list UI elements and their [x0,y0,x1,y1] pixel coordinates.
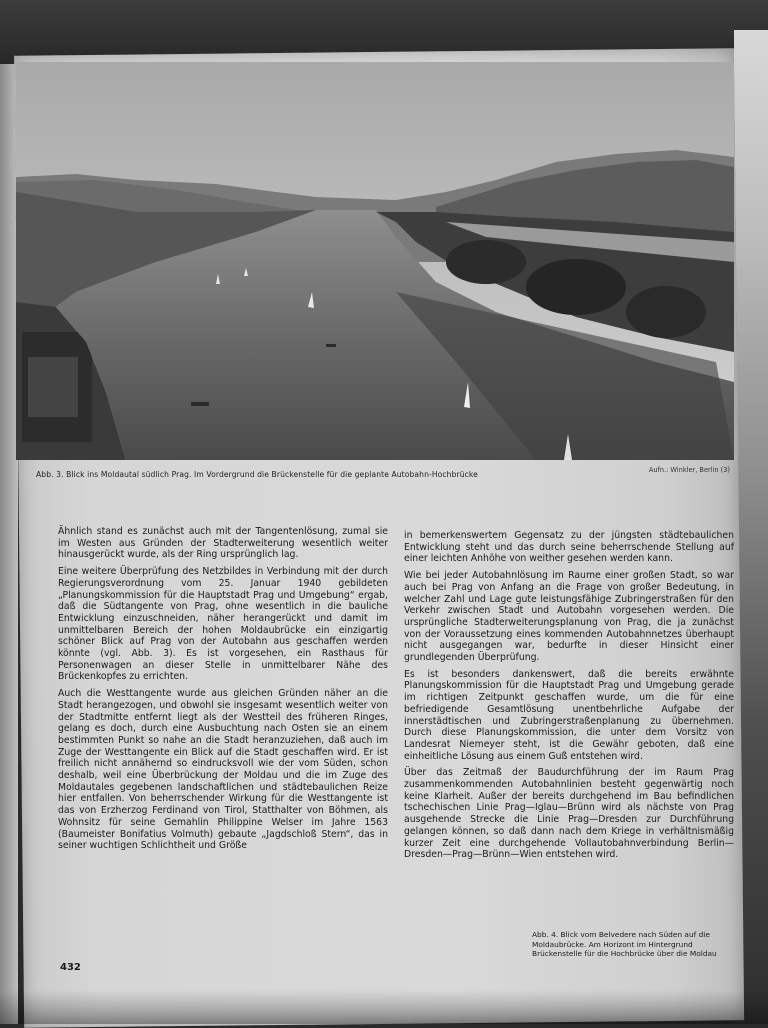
figure-3-caption: Abb. 3. Blick ins Moldautal südlich Prag. Im Vordergrund die Brückenstelle für die geplante Autobahn-Hochbrücke [36,470,478,479]
moldau-valley-photo [16,62,734,460]
figure-4-caption: Abb. 4. Blick vom Belvedere nach Süden auf die Moldaubrücke. Am Horizont im Hintergrund Brückenstelle für die Hochbrücke über die Moldau [532,930,717,958]
paragraph: Wie bei jeder Autobahnlösung im Raume einer großen Stadt, so war auch bei Prag von Anfang an die Frage von großer Bedeutung, in welcher Zahl und Lage gute leistungsfähige Zubringerstraßen für den Verkehr zwischen Stadt und Autobahn vorgesehen werden. Die ursprüngliche Stadterweiterungsplanung von Prag, die ja zunächst von der Voraussetzung eines kommenden Autobahnnetzes überhaupt nicht ausgegangen war, bedurfte in dieser Hinsicht einer grundlegenden Überprüfung. [404,570,734,664]
paragraph: Eine weitere Überprüfung des Netzbildes in Verbindung mit der durch Regierungsverordnung vom 25. Januar 1940 gebildeten „Planungskommission für die Hauptstadt Prag und Umgebung“ ergab, daß die Südtangente von Prag, ohne wesentlich in die bauliche Entwicklung einzuschneiden, näher herangerückt und damit im unmittelbaren Bereich der hohen Moldaubrücke ein einzigartig schöner Blick auf Prag von der Autobahn aus geschaffen werden könnte (vgl. Abb. 3). Es ist vorgesehen, ein Rasthaus für Personenwagen an dieser Stelle in unmittelbarer Nähe des Brückenkopfes zu errichten. [58,566,388,683]
paragraph: Es ist besonders dankenswert, daß die bereits erwähnte Planungskommission für die Hauptstadt Prag und Umgebung gerade im richtigen Zeitpunkt geschaffen wurde, um die für eine befriedigende Gesamtlösung unentbehrliche Aufgabe der innerstädtischen und Zubringerstraßenplanung zu übernehmen. Durch diese Planungskommission, die unter dem Vorsitz von Landesrat Niemeyer steht, ist die Gewähr geboten, daß eine einheitliche Lösung aus einem Guß entstehen wird. [404,668,734,762]
photo-credit: Aufn.: Winkler, Berlin (3) [648,466,730,474]
paragraph: Ähnlich stand es zunächst auch mit der Tangentenlösung, zumal sie im Westen aus Gründen der Stadterweiterung wesentlich weiter hinausgerückt wurde, als der Ring ursprünglich lag. [58,526,388,561]
page-number: 432 [60,962,81,973]
river-landscape-image [16,62,734,460]
paragraph: in bemerkenswertem Gegensatz zu der jüngsten städtebaulichen Entwicklung steht und das durch seine beherrschende Stellung auf einer leichten Anhöhe von weither gesehen werden kann. [404,530,734,565]
page-bottom-shadow [0,990,768,1024]
right-text-column [404,530,734,866]
left-text-column [58,526,388,857]
paragraph: Auch die Westtangente wurde aus gleichen Gründen näher an die Stadt herangezogen, und obwohl sie insgesamt wesentlich weiter von der Stadtmitte entfernt liegt als der Westteil des früheren Ringes, gelang es doch, durch eine Ausbuchtung nach Osten sie an einem bestimmten Punkt so nahe an die Stadt heranzuziehen, daß auch im Zuge der Westtangente ein Blick auf die Stadt geschaffen wird. Er ist freilich nicht annähernd so eindrucksvoll wie der vom Süden, schon deshalb, weil eine Überbrückung der Moldau und die im Zuge des Moldautales gegebenen landschaftlichen und städtebaulichen Reize hier entfallen. Von beherrschender Wirkung für die Westtangente ist das von Erzherzog Ferdinand von Tirol, Statthalter von Böhmen, als Wohnsitz für seine Gemahlin Philippine Welser im Jahre 1563 (Baumeister Bonifatius Volmuth) gebaute „Jagdschloß Stern“, das in seiner wuchtigen Schlichtheit und Größe [58,688,388,852]
paragraph: Über das Zeitmaß der Baudurchführung der im Raum Prag zusammenkommenden Autobahnlinien besteht gegenwärtig noch keine Klarheit. Außer der bereits durchgehend im Bau befindlichen tschechischen Linie Prag—Iglau—Brünn wird als nächste von Prag ausgehende Strecke die Linie Prag—Dresden zur Durchführung gelangen können, so daß dann nach dem Kriege in verhältnismäßig kurzer Zeit eine durchgehende Vollautobahnverbindung Berlin—Dresden—Prag—Brünn—Wien entstehen wird. [404,767,734,861]
